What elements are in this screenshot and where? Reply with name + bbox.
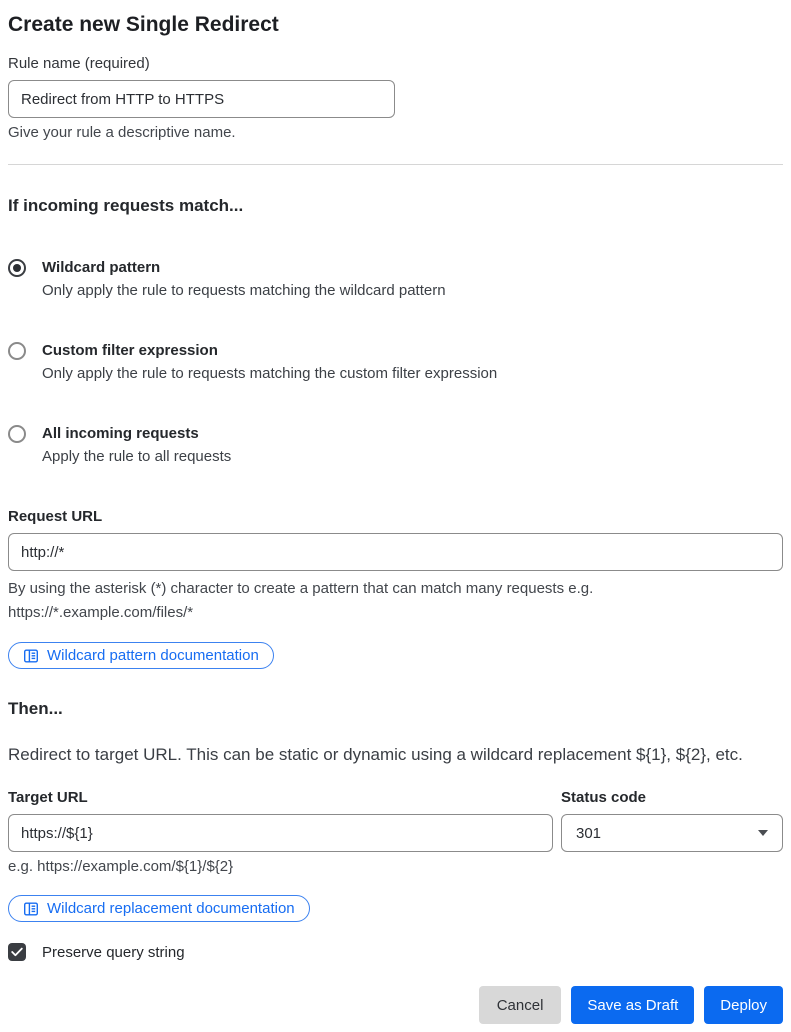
radio-option-description: Only apply the rule to requests matching the wildcard pattern <box>42 282 446 299</box>
target-and-status-row <box>8 789 783 876</box>
form-actions <box>8 986 783 1024</box>
radio-selected-icon[interactable] <box>8 259 26 277</box>
doc-button-label: Wildcard pattern documentation <box>47 647 259 664</box>
checkbox-checked-icon[interactable] <box>8 943 26 961</box>
rule-name-input[interactable] <box>8 80 395 118</box>
radio-option-wildcard-pattern[interactable] <box>8 259 783 300</box>
radio-unselected-icon[interactable] <box>8 342 26 360</box>
match-section-heading: If incoming requests match... <box>8 196 244 215</box>
cancel-button[interactable]: Cancel <box>479 986 562 1024</box>
then-section-heading: Then... <box>8 699 63 718</box>
request-url-input[interactable] <box>8 533 783 571</box>
wildcard-pattern-documentation-button[interactable] <box>8 642 274 669</box>
deploy-button[interactable]: Deploy <box>704 986 783 1024</box>
page-title: Create new Single Redirect <box>8 13 279 36</box>
wildcard-replacement-documentation-button[interactable] <box>8 895 310 922</box>
radio-unselected-icon[interactable] <box>8 425 26 443</box>
target-url-label: Target URL <box>8 789 88 806</box>
radio-option-description: Only apply the rule to requests matching the custom filter expression <box>42 365 498 382</box>
check-icon <box>11 947 23 957</box>
status-code-select[interactable] <box>561 814 783 852</box>
request-url-helper-line2: https://*.example.com/files/* <box>8 604 194 621</box>
rule-name-label: Rule name (required) <box>8 55 150 72</box>
status-code-selected-value: 301 <box>576 824 602 842</box>
radio-option-label: Wildcard pattern <box>42 259 161 276</box>
doc-button-label: Wildcard replacement documentation <box>47 900 295 917</box>
save-as-draft-button[interactable]: Save as Draft <box>571 986 694 1024</box>
radio-option-custom-filter-expression[interactable] <box>8 342 783 383</box>
target-url-input[interactable] <box>8 814 553 852</box>
target-url-helper: e.g. https://example.com/${1}/${2} <box>8 858 234 875</box>
open-book-icon <box>23 901 39 917</box>
request-url-label: Request URL <box>8 508 103 525</box>
rule-name-helper: Give your rule a descriptive name. <box>8 124 236 141</box>
open-book-icon <box>23 648 39 664</box>
status-code-label: Status code <box>561 789 647 806</box>
radio-option-description: Apply the rule to all requests <box>42 448 232 465</box>
radio-option-label: Custom filter expression <box>42 342 218 359</box>
section-divider <box>8 164 783 165</box>
request-url-helper-line1: By using the asterisk (*) character to create a pattern that can match many requests e.g. <box>8 580 594 597</box>
request-url-helper <box>8 577 783 625</box>
radio-option-all-incoming-requests[interactable] <box>8 425 783 466</box>
then-section-description: Redirect to target URL. This can be static or dynamic using a wildcard replacement ${1}, ${2}, etc. <box>8 745 743 764</box>
preserve-query-string-option[interactable] <box>8 943 783 961</box>
caret-down-icon <box>758 830 768 836</box>
radio-option-label: All incoming requests <box>42 425 199 442</box>
preserve-query-string-label: Preserve query string <box>42 943 185 961</box>
